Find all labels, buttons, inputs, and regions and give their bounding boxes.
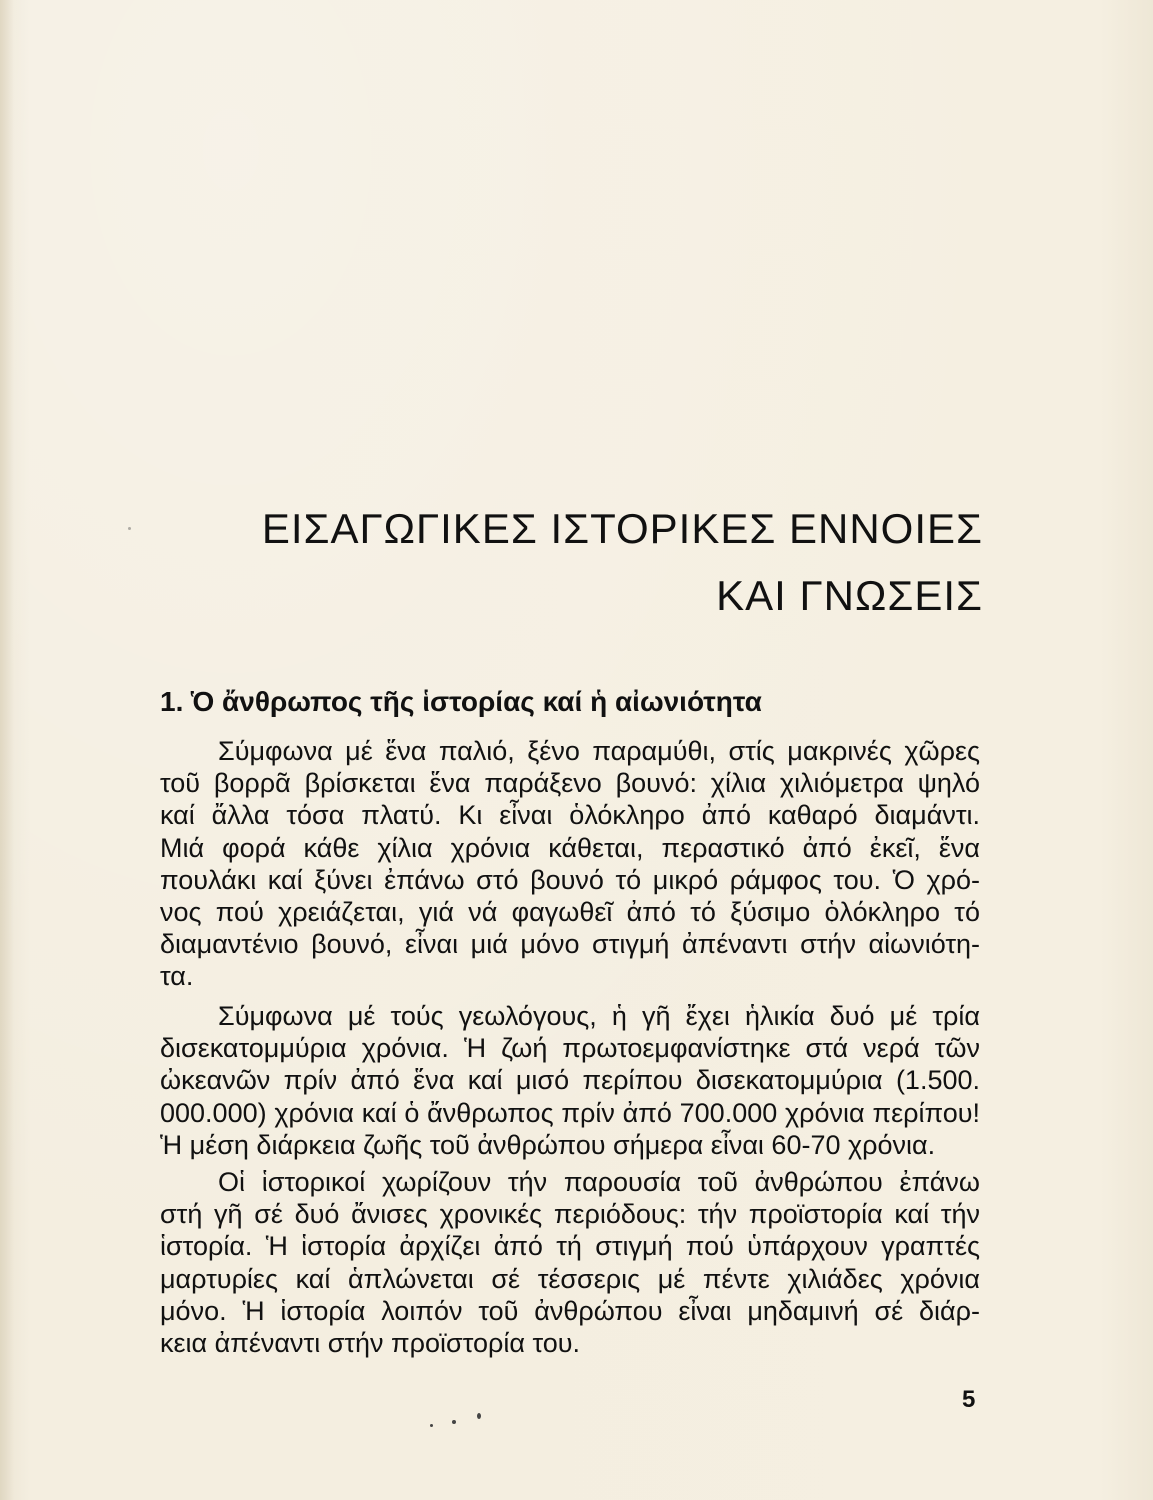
text-line: ἱστορία. Ἡ ἱστορία ἀρχίζει ἀπό τή στιγμή πού ὑπάρχουν γραπτές: [160, 1231, 980, 1262]
paragraph-1: [160, 735, 980, 993]
text-line: κεια ἀπέναντι στήν προϊστορία του.: [160, 1328, 581, 1359]
text-line: Σύμφωνα μέ ἕνα παλιό, ξένο παραμύθι, στίς μακρινές χῶρες: [218, 736, 980, 766]
text-line: μαρτυρίες καί ἁπλώνεται σέ τέσσερις μέ πέντε χιλιάδες χρόνια: [160, 1263, 980, 1294]
page-edge-shadow: [0, 0, 14, 1500]
text-line: νος πού χρειάζεται, γιά νά φαγωθεῖ ἀπό τό ξύσιμο ὁλόκληρο τό: [160, 897, 980, 928]
scan-speck: [128, 527, 131, 530]
text-line: Σύμφωνα μέ τούς γεωλόγους, ἡ γῆ ἔχει ἡλικία δυό μέ τρία: [218, 1001, 980, 1031]
text-line: πουλάκι καί ξύνει ἐπάνω στό βουνό τό μικρό ράμφος του. Ὁ χρό-: [160, 864, 980, 895]
paragraph-2: [160, 1000, 980, 1161]
text-line: τοῦ βορρᾶ βρίσκεται ἕνα παράξενο βουνό: χίλια χιλιόμετρα ψηλό: [160, 768, 980, 799]
text-line: ὠκεανῶν πρίν ἀπό ἕνα καί μισό περίπου δισεκατομμύρια (1.500.: [160, 1065, 980, 1096]
text-line: Οἱ ἱστορικοί χωρίζουν τήν παρουσία τοῦ ἀνθρώπου ἐπάνω: [218, 1167, 980, 1197]
text-line: καί ἄλλα τόσα πλατύ. Κι εἶναι ὁλόκληρο ἀπό καθαρό διαμάντι.: [160, 800, 980, 831]
text-line: διαμαντένιο βουνό, εἶναι μιά μόνο στιγμή ἀπέναντι στήν αἰωνιότη-: [160, 929, 980, 960]
text-line: στή γῆ σέ δυό ἄνισες χρονικές περιόδους: τήν προϊστορία καί τήν: [160, 1199, 980, 1230]
scan-speck: [452, 1420, 456, 1424]
section-heading: 1. Ὁ ἄνθρωπος τῆς ἱστορίας καί ἡ αἰωνιότητα: [160, 686, 762, 717]
scan-speck: [430, 1424, 433, 1427]
text-line: Ἡ μέση διάρκεια ζωῆς τοῦ ἀνθρώπου σήμερα εἶναι 60-70 χρόνια.: [160, 1129, 936, 1160]
text-line: δισεκατομμύρια χρόνια. Ἡ ζωή πρωτοεμφανίστηκε στά νερά τῶν: [160, 1033, 980, 1064]
text-line: 000.000) χρόνια καί ὁ ἄνθρωπος πρίν ἀπό 700.000 χρόνια περίπου!: [160, 1097, 980, 1128]
paragraph-3: [160, 1166, 980, 1359]
page-number: 5: [962, 1386, 976, 1413]
chapter-title-line-2: ΚΑΙ ΓΝΩΣΕΙΣ: [716, 572, 983, 619]
chapter-title-line-1: ΕΙΣΑΓΩΓΙΚΕΣ ΙΣΤΟΡΙΚΕΣ ΕΝΝΟΙΕΣ: [261, 505, 983, 552]
scan-speck: [477, 1413, 481, 1419]
text-line: Μιά φορά κάθε χίλια χρόνια κάθεται, περαστικό ἀπό ἐκεῖ, ἕνα: [160, 832, 980, 863]
text-line: τα.: [160, 961, 194, 992]
text-line: μόνο. Ἡ ἱστορία λοιπόν τοῦ ἀνθρώπου εἶναι μηδαμινή σέ διάρ-: [160, 1295, 980, 1326]
